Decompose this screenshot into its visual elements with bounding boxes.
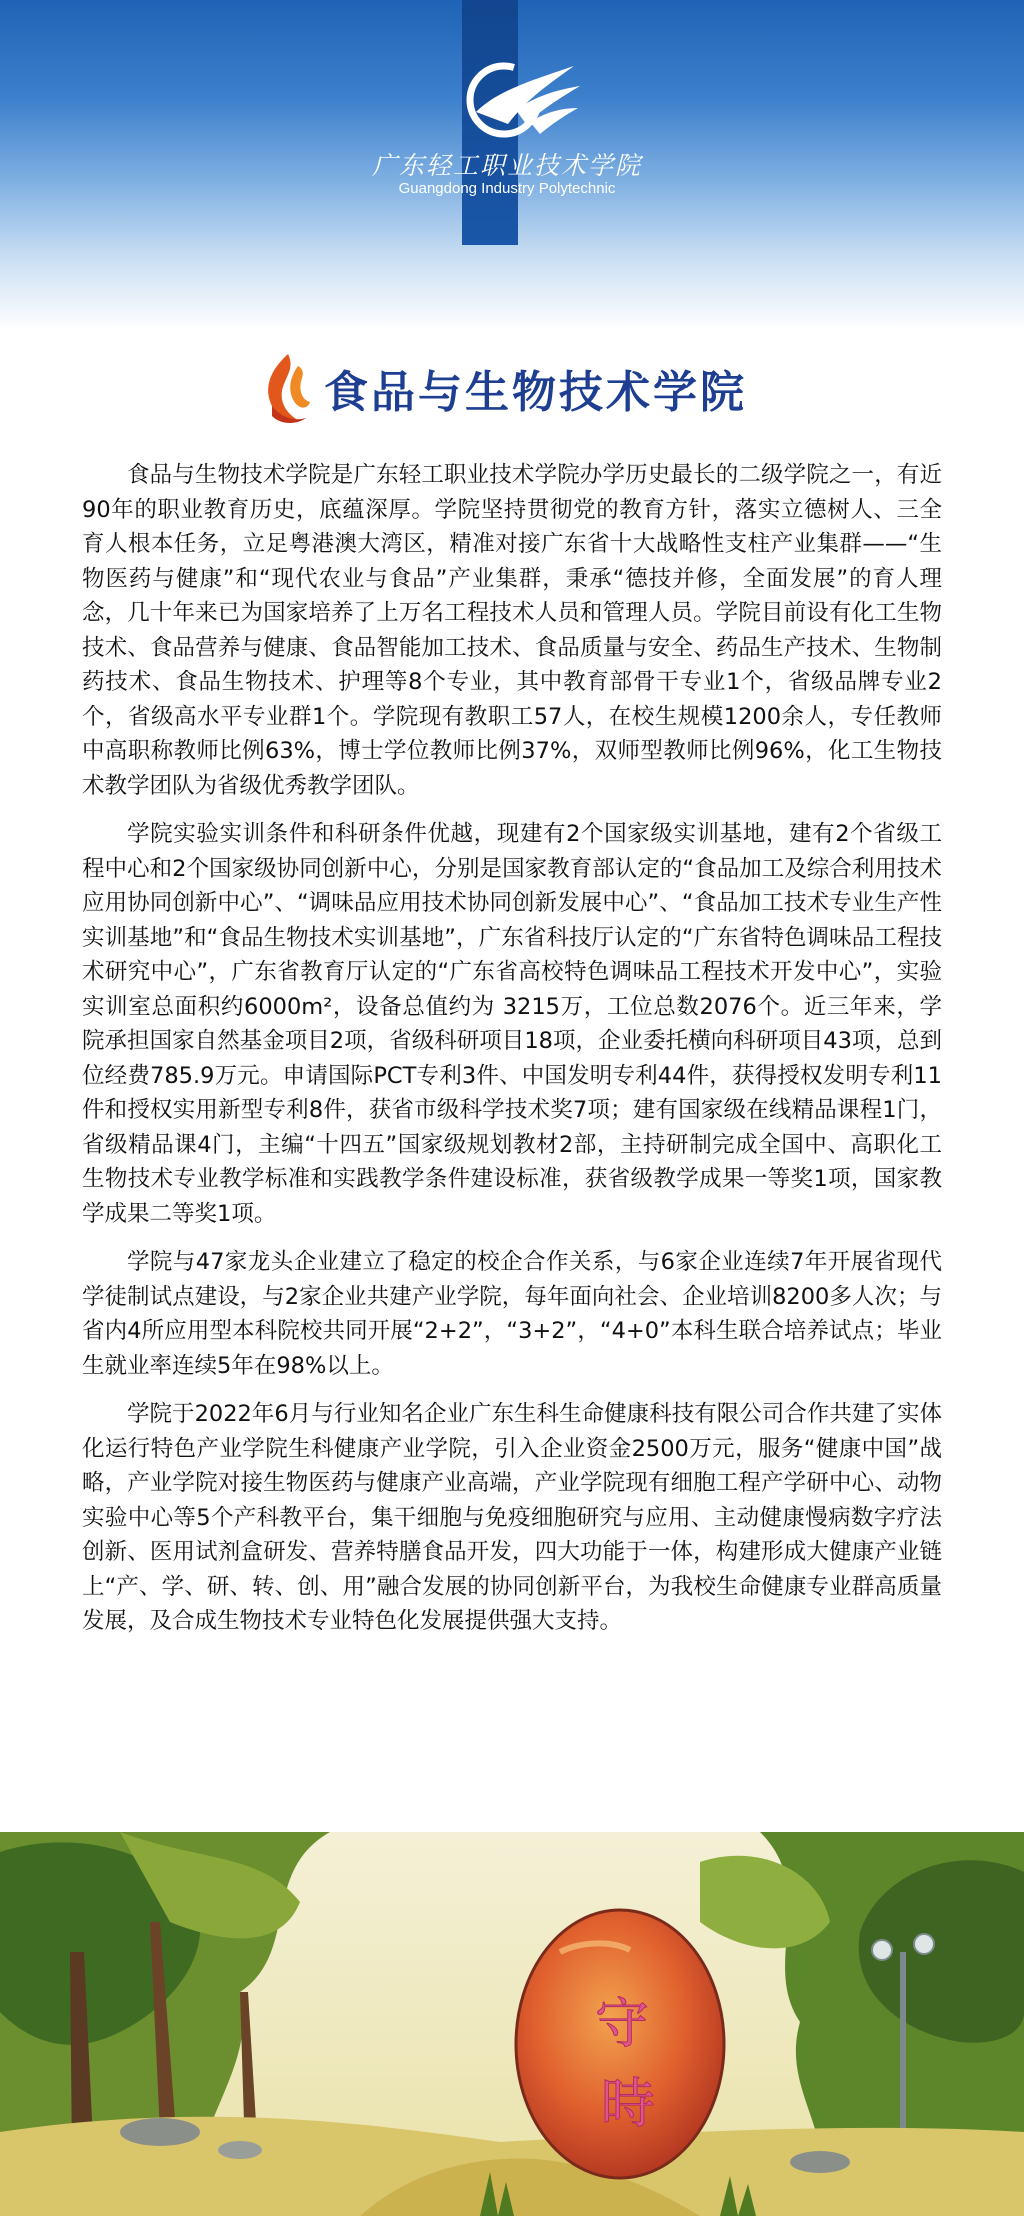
stone-char-1: 守	[595, 1992, 649, 2055]
campus-illustration	[0, 1832, 1024, 2216]
flame-icon	[258, 350, 314, 426]
title-row	[258, 348, 747, 428]
paragraph-2: 学院实验实训条件和科研条件优越，现建有2个国家级实训基地，建有2个省级工程中心和2个国家级协同创新中心，分别是国家教育部认定的“食品加工及综合利用技术应用协同创新中心”、“调味品应用技术协同创新发展中心”、“食品加工技术专业生产性实训基地”和“食品生物技术实训基地”，广东省科技厅认定的“广东省特色调味品工程技术研究中心”，广东省教育厅认定的“广东省高校特色调味品工程技术开发中心”，实验实训室总面积约6000m²，设备总值约为 3215万，工位总数2076个。近三年来，学院承担国家自然基金项目2项，省级科研项目18项，企业委托横向科研项目43项，总到位经费785.9万元。申请国际PCT专利3件、中国发明专利44件，获得授权发明专利11件和授权实用新型专利8件，获省市级科学技术奖7项；建有国家级在线精品课程1门，省级精品课4门，主编“十四五”国家级规划教材2部，主持研制完成全国中、高职化工生物技术专业教学标准和实践教学条件建设标准，获省级教学成果一等奖1项，国家教学成果二等奖1项。	[82, 821, 942, 1227]
paragraph-4: 学院于2022年6月与行业知名企业广东生科生命健康科技有限公司合作共建了实体化运行特色产业学院生科健康产业学院，引入企业资金2500万元，服务“健康中国”战略，产业学院对接生物医药与健康产业高端，产业学院现有细胞工程产学研中心、动物实验中心等5个产科教平台，集干细胞与免疫细胞研究与应用、主动健康慢病数字疗法创新、医用试剂盒研发、营养特膳食品开发，四大功能于一体，构建形成大健康产业链上“产、学、研、转、创、用”融合发展的协同创新平台，为我校生命健康专业群高质量发展，及合成生物技术专业特色化发展提供强大支持。	[82, 1401, 942, 1634]
logo-chinese-name: 广东轻工职业技术学院	[372, 151, 643, 180]
page-title: 食品与生物技术学院	[324, 367, 747, 418]
stone-char-2: 時	[601, 2072, 655, 2135]
logo-english-name: Guangdong Industry Polytechnic	[398, 180, 616, 197]
paragraph-3: 学院与47家龙头企业建立了稳定的校企合作关系，与6家企业连续7年开展省现代学徒制试点建设，与2家企业共建产业学院，每年面向社会、企业培训8200多人次；与省内4所应用型本科院校共同开展“2+2”，“3+2”，“4+0”本科生联合培养试点；毕业生就业率连续5年在98%以上。	[82, 1249, 942, 1379]
gip-swallow-emblem-icon	[456, 52, 586, 152]
paragraph-1: 食品与生物技术学院是广东轻工职业技术学院办学历史最长的二级学院之一，有近90年的职业教育历史，底蕴深厚。学院坚持贯彻党的教育方针，落实立德树人、三全育人根本任务，立足粤港澳大湾区，精准对接广东省十大战略性支柱产业集群——“生物医药与健康”和“现代农业与食品”产业集群，秉承“德技并修，全面发展”的育人理念，几十年来已为国家培养了上万名工程技术人员和管理人员。学院目前设有化工生物技术、食品营养与健康、食品智能加工技术、食品质量与安全、药品生产技术、生物制药技术、食品生物技术、护理等8个专业，其中教育部骨干专业1个，省级品牌专业2个，省级高水平专业群1个。学院现有教职工57人，在校生规模1200余人，专任教师中高职称教师比例63%，博士学位教师比例37%，双师型教师比例96%，化工生物技术教学团队为省级优秀教学团队。	[82, 462, 942, 799]
article-body	[82, 458, 942, 1653]
